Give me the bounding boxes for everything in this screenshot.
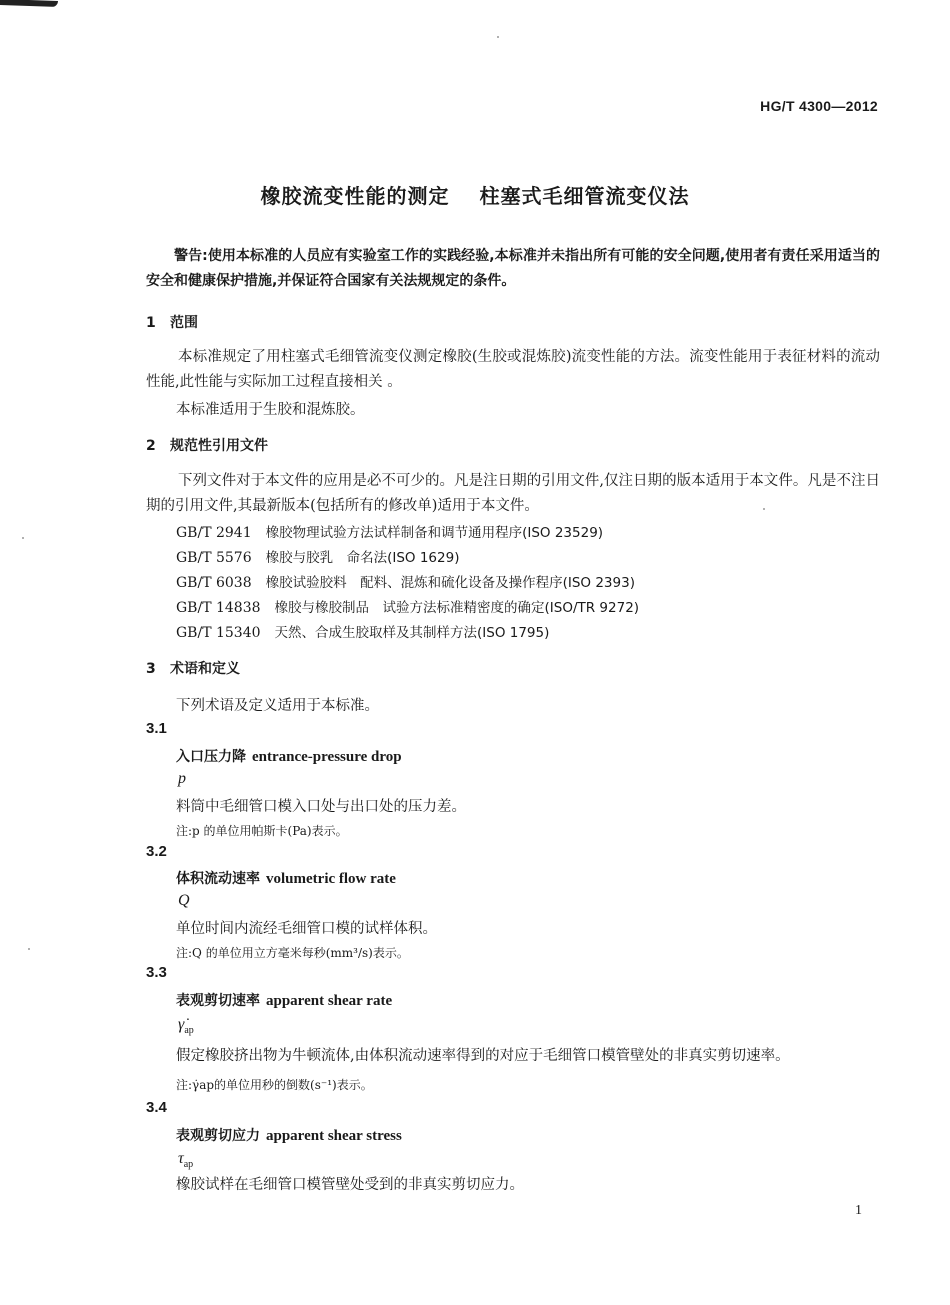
scope-paragraph: 本标准规定了用柱塞式毛细管流变仪测定橡胶(生胶或混炼胶)流变性能的方法。流变性能用于表征材料的流动性能,此性能与实际加工过程直接相关 。	[146, 349, 880, 390]
reference-code: GB/T 14838	[176, 600, 261, 616]
section-2-heading	[146, 435, 268, 455]
document-title	[0, 180, 950, 209]
term-cn: 表观剪切速率	[176, 993, 260, 1009]
term-cn: 体积流动速率	[176, 871, 260, 887]
section-title: 范围	[170, 315, 198, 331]
term-heading	[176, 746, 402, 766]
page-number: 1	[855, 1203, 862, 1218]
term-number: 3.4	[146, 1099, 167, 1116]
term-definition: 橡胶试样在毛细管口模管壁处受到的非真实剪切应力。	[176, 1177, 524, 1193]
section-title: 术语和定义	[170, 661, 240, 677]
reference-item	[176, 621, 549, 641]
scan-speck	[28, 948, 30, 950]
term-definition: 假定橡胶挤出物为牛顿流体,由体积流动速率得到的对应于毛细管口模管壁处的非真实剪切速率。	[176, 1048, 790, 1064]
term-symbol: p	[178, 770, 186, 787]
term-en: apparent shear rate	[266, 993, 393, 1009]
reference-title: 橡胶与橡胶制品 试验方法标准精密度的确定(ISO/TR 9272)	[274, 600, 640, 616]
standard-code: HG/T 4300—2012	[760, 98, 878, 114]
term-en: volumetric flow rate	[266, 871, 396, 887]
term-definition: 单位时间内流经毛细管口模的试样体积。	[176, 921, 437, 937]
scan-speck	[497, 36, 499, 38]
term-note: 注:p 的单位用帕斯卡(Pa)表示。	[176, 824, 348, 838]
reference-code: GB/T 15340	[176, 625, 261, 641]
term-heading	[176, 868, 396, 888]
section-number: 3	[146, 661, 156, 677]
references-paragraph: 下列文件对于本文件的应用是必不可少的。凡是注日期的引用文件,仅注日期的版本适用于本文件。凡是不注日期的引用文件,其最新版本(包括所有的修改单)适用于本文件。	[146, 473, 880, 514]
section-title: 规范性引用文件	[170, 438, 268, 454]
section-number: 2	[146, 438, 156, 454]
section-number: 1	[146, 315, 156, 331]
reference-item	[176, 596, 639, 616]
reference-title: 橡胶物理试验方法试样制备和调节通用程序(ISO 23529)	[265, 525, 604, 541]
term-definition: 料筒中毛细管口模入口处与出口处的压力差。	[176, 799, 466, 815]
section-1-heading	[146, 312, 198, 332]
terms-intro: 下列术语及定义适用于本标准。	[176, 698, 379, 714]
term-symbol: $\gammȧ_{ap}$	[178, 1016, 194, 1037]
term-symbol: Q	[178, 892, 190, 909]
term-note: 注:Q 的单位用立方毫米每秒(mm³/s)表示。	[176, 946, 409, 960]
scope-applicability: 本标准适用于生胶和混炼胶。	[176, 402, 365, 418]
safety-warning: 警告:使用本标准的人员应有实验室工作的实践经验,本标准并未指出所有可能的安全问题,使用者有责任采用适当的安全和健康保护措施,并保证符合国家有关法规规定的条件。	[146, 248, 880, 289]
term-heading	[176, 1125, 402, 1145]
term-note: 注:γ̇ap的单位用秒的倒数(s⁻¹)表示。	[176, 1078, 373, 1092]
reference-code: GB/T 5576	[176, 550, 252, 566]
scan-speck	[22, 537, 24, 539]
term-heading	[176, 990, 392, 1010]
section-3-heading	[146, 658, 240, 678]
reference-title: 橡胶与胶乳 命名法(ISO 1629)	[265, 550, 460, 566]
term-number: 3.3	[146, 964, 167, 981]
reference-code: GB/T 2941	[176, 525, 252, 541]
reference-code: GB/T 6038	[176, 575, 252, 591]
reference-title: 橡胶试验胶料 配料、混炼和硫化设备及操作程序(ISO 2393)	[265, 575, 635, 591]
reference-item	[176, 521, 603, 541]
term-number: 3.1	[146, 720, 167, 737]
scan-corner-mark	[0, 0, 58, 7]
reference-item	[176, 546, 459, 566]
term-cn: 表观剪切应力	[176, 1128, 260, 1144]
term-en: entrance-pressure drop	[252, 749, 402, 765]
term-cn: 入口压力降	[176, 749, 246, 765]
term-number: 3.2	[146, 843, 167, 860]
reference-title: 天然、合成生胶取样及其制样方法(ISO 1795)	[274, 625, 550, 641]
title-part-2: 柱塞式毛细管流变仪法	[479, 184, 690, 208]
term-en: apparent shear stress	[266, 1128, 402, 1144]
term-symbol: $\tau_{ap}$	[178, 1150, 194, 1171]
title-part-1: 橡胶流变性能的测定	[260, 184, 450, 208]
reference-item	[176, 571, 635, 591]
